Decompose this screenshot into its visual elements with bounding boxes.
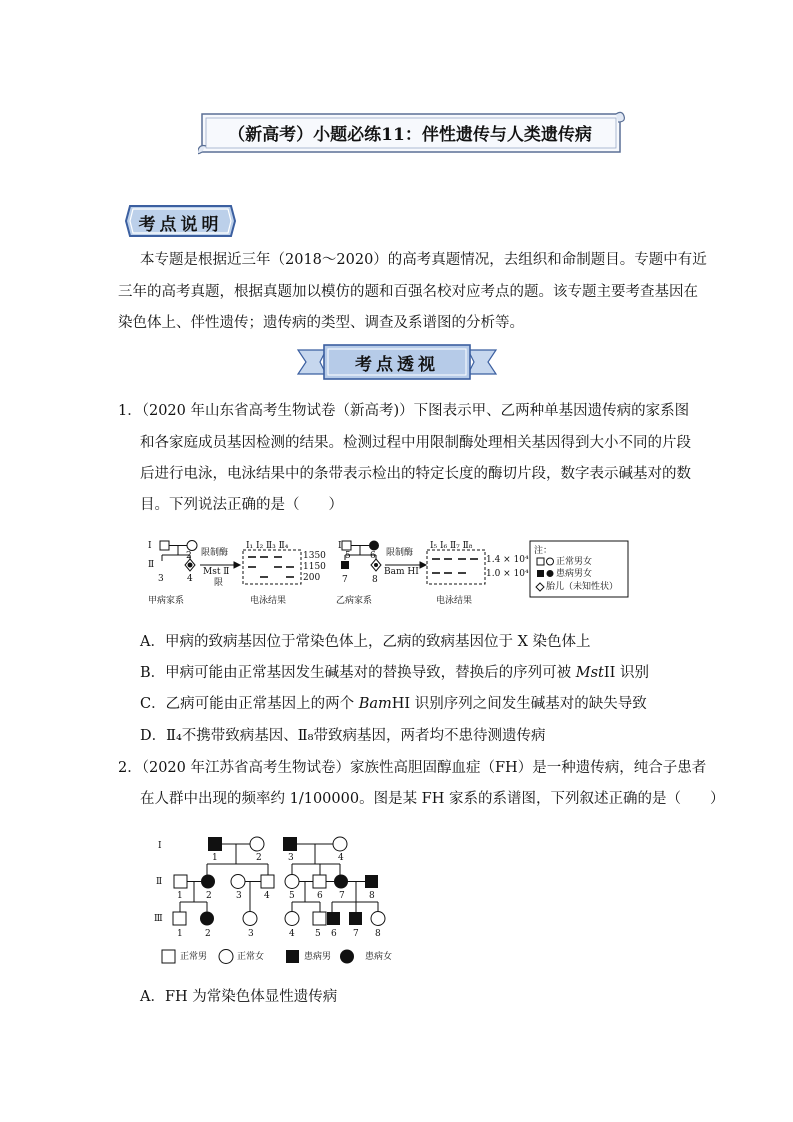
fig1-legend-fetus: 胎儿（未知性状） bbox=[546, 582, 619, 592]
q1-line-4: 目。下列说法正确的是（ ） bbox=[140, 497, 343, 513]
fig1-enzyme-1-extra: 限 bbox=[214, 578, 224, 588]
ped-gen-1: Ⅰ bbox=[158, 841, 162, 851]
fig1-enzyme-2-name: Bam HⅠ bbox=[384, 567, 419, 577]
fig1-caption-gel-1: 电泳结果 bbox=[250, 596, 287, 606]
q2-pedigree bbox=[150, 826, 400, 971]
fig1-gel-2-size-2: 1.0 × 10⁴ bbox=[486, 569, 529, 579]
ped-g2-1: 1 bbox=[177, 891, 183, 901]
fig1-caption-family-2: 乙病家系 bbox=[336, 596, 373, 606]
intro-line-2: 三年的高考真题，根据真题加以模仿的题和百强名校对应考点的题。该专题主要考查基因在 bbox=[118, 284, 698, 300]
fig1-legend-title: 注： bbox=[534, 546, 553, 556]
fig1-num-5: 5 bbox=[345, 551, 351, 561]
ped-g1-2: 2 bbox=[256, 853, 262, 863]
ped-g3-1: 1 bbox=[177, 929, 183, 939]
fig1-num-2: 2 bbox=[186, 551, 192, 561]
ped-g3-7: 7 bbox=[353, 929, 359, 939]
fig1-gel-1-size-2: 1150 bbox=[303, 562, 326, 572]
fig1-gen-1-b: Ⅰ bbox=[338, 541, 342, 551]
page-title: （新高考）小题必练11：伴性遗传与人类遗传病 bbox=[228, 125, 592, 145]
ped-g2-8: 8 bbox=[369, 891, 375, 901]
ped-g3-3: 3 bbox=[248, 929, 254, 939]
ped-g3-2: 2 bbox=[205, 929, 211, 939]
fig1-legend-affected: 患病男女 bbox=[556, 569, 593, 579]
fig1-num-6: 6 bbox=[370, 551, 376, 561]
ped-g2-6: 6 bbox=[317, 891, 323, 901]
fig1-legend-normal: 正常男女 bbox=[556, 557, 593, 567]
fig1-gen-1: Ⅰ bbox=[148, 541, 152, 551]
section-badge-kaodian-shuoming: 考点说明 bbox=[138, 215, 223, 235]
fig1-gel-2-lanes: Ⅰ₅ Ⅰ₆ Ⅱ₇ Ⅱ₈ bbox=[430, 541, 473, 551]
intro-line-3: 染色体上、伴性遗传；遗传病的类型、调查及系谱图的分析等。 bbox=[118, 315, 524, 331]
q1-option-d: D．Ⅱ₄不携带致病基因、Ⅱ₈带致病基因，两者均不患待测遗传病 bbox=[140, 728, 546, 744]
fig1-caption-gel-2: 电泳结果 bbox=[436, 596, 473, 606]
fig1-gel-1-size-1: 1350 bbox=[303, 551, 326, 561]
ped-g2-5: 5 bbox=[289, 891, 295, 901]
ped-g2-3: 3 bbox=[236, 891, 242, 901]
intro-line-1: 本专题是根据近三年（2018～2020）的高考真题情况，去组织和命制题目。专题中有近 bbox=[140, 252, 707, 268]
fig1-enzyme-2: 限制酶 bbox=[386, 548, 414, 558]
ped-g1-1: 1 bbox=[212, 853, 218, 863]
fig1-enzyme-1: 限制酶 bbox=[201, 548, 229, 558]
fig1-enzyme-1-name: Mst Ⅱ bbox=[203, 567, 230, 577]
ped-g3-8: 8 bbox=[375, 929, 381, 939]
ped-g1-4: 4 bbox=[338, 853, 344, 863]
q1-option-a: A．甲病的致病基因位于常染色体上，乙病的致病基因位于 X 染色体上 bbox=[140, 634, 591, 650]
ped-legend-affected-male: 患病男 bbox=[304, 952, 332, 962]
fig1-caption-family-1: 甲病家系 bbox=[148, 596, 185, 606]
fig1-num-4: 4 bbox=[187, 574, 193, 584]
section-badge-kaodian-toushi: 考点透视 bbox=[355, 355, 439, 375]
ped-g2-2: 2 bbox=[206, 891, 212, 901]
fig1-num-3: 3 bbox=[158, 574, 164, 584]
fig1-gel-1-lanes: Ⅰ₁ Ⅰ₂ Ⅱ₃ Ⅱ₄ bbox=[246, 541, 289, 551]
ped-gen-3: Ⅲ bbox=[154, 914, 163, 924]
fig1-gel-1-size-3: 200 bbox=[303, 573, 321, 583]
fig1-num-8: 8 bbox=[372, 575, 378, 585]
q1-line-3: 后进行电泳，电泳结果中的条带表示检出的特定长度的酶切片段，数字表示碱基对的数 bbox=[140, 466, 691, 482]
ped-g3-4: 4 bbox=[289, 929, 295, 939]
fig1-num-7: 7 bbox=[342, 575, 348, 585]
ped-g2-7: 7 bbox=[339, 891, 345, 901]
ped-legend-normal-female: 正常女 bbox=[237, 952, 265, 962]
ped-legend-affected-female: 患病女 bbox=[365, 952, 393, 962]
q1-option-c: C．乙病可能由正常基因上的两个 BamHI 识别序列之间发生碱基对的缺失导致 bbox=[140, 696, 647, 712]
ped-g1-3: 3 bbox=[288, 853, 294, 863]
q2-option-a: A．FH 为常染色体显性遗传病 bbox=[140, 989, 338, 1005]
q2-line-1: 2．（2020 年江苏省高考生物试卷）家族性高胆固醇血症（FH）是一种遗传病，纯合子患者 bbox=[118, 760, 707, 776]
q2-line-2: 在人群中出现的频率约 1/100000。图是某 FH 家系的系谱图，下列叙述正确的是（ ） bbox=[140, 791, 725, 807]
fig1-gel-2-size-1: 1.4 × 10⁴ bbox=[486, 555, 529, 565]
ped-g3-5: 5 bbox=[315, 929, 321, 939]
q1-option-b: B．甲病可能由正常基因发生碱基对的替换导致，替换后的序列可被 MstII 识别 bbox=[140, 665, 649, 681]
q1-line-1: 1．（2020 年山东省高考生物试卷（新高考)）下图表示甲、乙两种单基因遗传病的家系图 bbox=[118, 403, 690, 419]
q1-line-2: 和各家庭成员基因检测的结果。检测过程中用限制酶处理相关基因得到大小不同的片段 bbox=[140, 435, 691, 451]
ped-legend-normal-male: 正常男 bbox=[180, 952, 208, 962]
fig1-gen-2: Ⅱ bbox=[148, 560, 155, 570]
ped-g2-4: 4 bbox=[264, 891, 270, 901]
ped-g3-6: 6 bbox=[331, 929, 337, 939]
ped-gen-2: Ⅱ bbox=[156, 877, 163, 887]
